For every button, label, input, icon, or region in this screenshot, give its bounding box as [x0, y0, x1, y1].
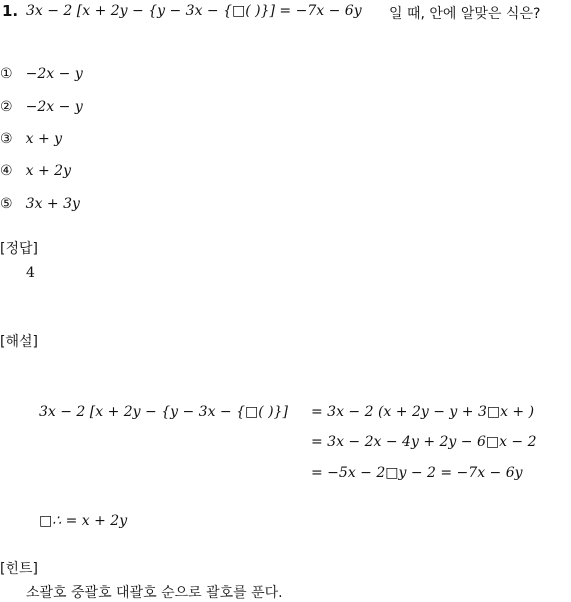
question-number: 1. [2, 2, 19, 20]
explanation-line1-lhs: 3x − 2 [x + 2y − {y − 3x − {□( )}] [39, 404, 288, 420]
option-expr: −2x − y [25, 99, 83, 115]
option-3 [0, 128, 62, 147]
answer-value: 4 [26, 265, 35, 281]
option-4 [0, 160, 71, 179]
hint-text: 소괄호 중괄호 대괄호 순으로 괄호를 푼다. [26, 585, 283, 601]
option-expr: 3x + 3y [25, 196, 80, 212]
explanation-line3-rhs: = −5x − 2□y − 2 = −7x − 6y [311, 465, 523, 481]
option-2 [0, 96, 83, 115]
option-mark: ③ [0, 131, 13, 147]
explanation-line1-rhs: = 3x − 2 (x + 2y − y + 3□x + ) [311, 404, 535, 420]
option-expr: x + 2y [25, 163, 71, 179]
option-mark: ② [0, 99, 13, 115]
question-text: 일 때, 안에 알맞은 식은? [389, 6, 541, 22]
hint-heading: [힌트] [0, 561, 38, 577]
explanation-line2-rhs: = 3x − 2x − 4y + 2y − 6□x − 2 [311, 434, 537, 450]
explanation-heading: [해설] [0, 334, 38, 350]
option-mark: ① [0, 66, 13, 82]
option-5 [0, 193, 80, 212]
question-equation: 3x − 2 [x + 2y − {y − 3x − {□( )}] = −7x − 6y [26, 3, 362, 19]
explanation-conclusion: □∴ = x + 2y [39, 513, 128, 529]
option-mark: ④ [0, 163, 13, 179]
option-expr: x + y [25, 131, 63, 147]
option-expr: −2x − y [25, 66, 83, 82]
option-mark: ⑤ [0, 196, 13, 212]
answer-heading: [정답] [0, 241, 38, 257]
option-1 [0, 63, 83, 82]
